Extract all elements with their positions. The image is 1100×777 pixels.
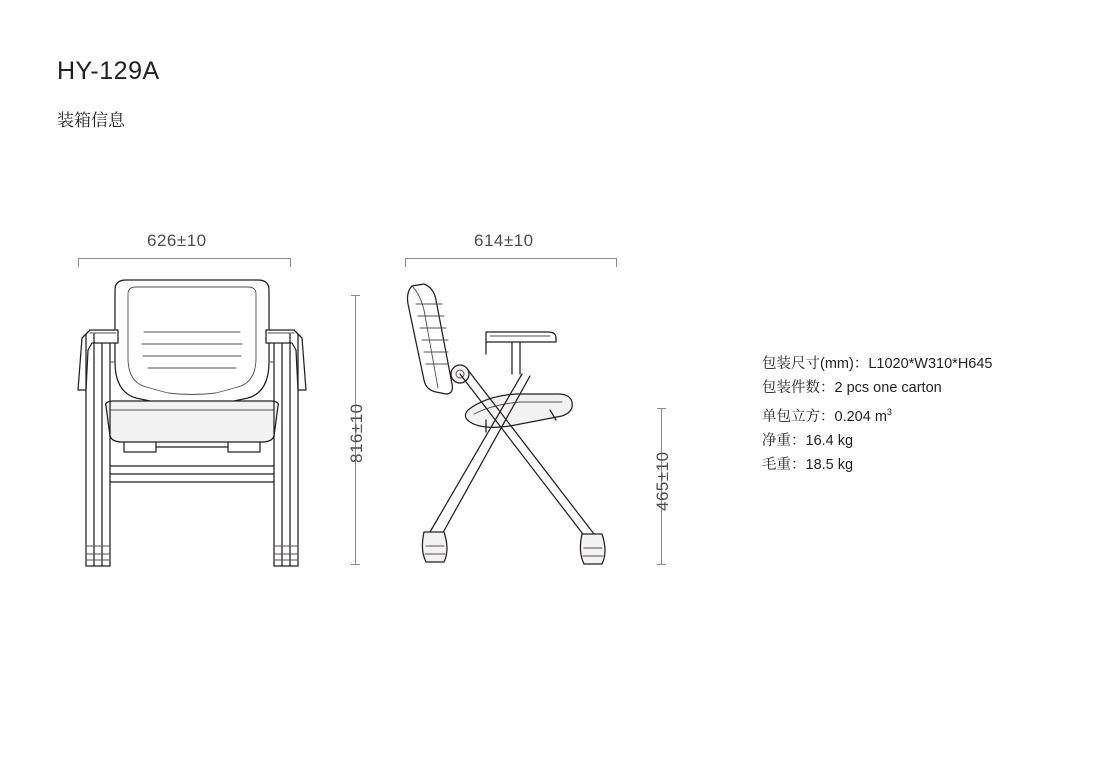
spec-key: 单包立方： [762,408,835,425]
chair-front-view [60,270,380,580]
spec-value: 0.204 m [834,408,887,425]
side-height-tick-top [657,408,666,409]
side-width-label: 614±10 [474,231,534,250]
front-width-label: 626±10 [147,231,207,250]
spec-row [762,352,992,376]
spec-row [762,400,992,429]
spec-value: L1020*W310*H645 [868,356,993,372]
spec-key: 净重： [762,432,806,449]
spec-row [762,453,992,477]
spec-value: 16.4 kg [805,432,854,449]
side-height-label: 465±10 [653,451,672,511]
front-height-label: 816±10 [347,403,366,463]
spec-key: 包装件数： [762,380,835,396]
side-height-tick-bottom [657,564,666,565]
packing-spec-list [762,352,992,477]
front-width-rule [78,258,291,259]
page-title: HY-129A [57,57,160,85]
spec-value-superscript: 3 [886,407,892,417]
side-width-tick-right [616,258,617,267]
section-subtitle: 装箱信息 [57,111,125,130]
front-width-tick-right [290,258,291,267]
side-width-tick-left [405,258,406,267]
spec-value: 18.5 kg [805,456,854,473]
chair-side-view [390,270,640,580]
spec-key: 毛重： [762,456,806,473]
spec-row [762,376,992,400]
spec-value: 2 pcs one carton [834,380,942,396]
front-width-tick-left [78,258,79,267]
spec-key: 包装尺寸(mm)： [762,356,869,372]
spec-row [762,429,992,453]
side-width-rule [405,258,617,259]
